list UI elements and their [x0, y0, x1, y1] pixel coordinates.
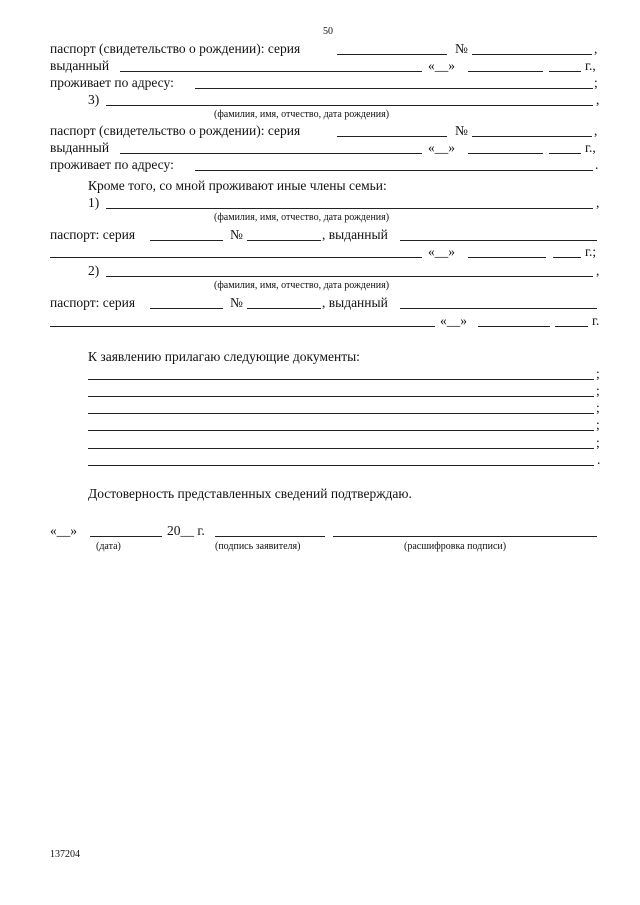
member1-name-field[interactable] [106, 208, 593, 209]
document-line-end: ; [596, 435, 600, 450]
issued-year-field[interactable] [549, 71, 581, 72]
member2-passport-label: паспорт: серия [50, 295, 136, 310]
address2-end: . [595, 157, 599, 172]
name-hint: (фамилия, имя, отчество, дата рождения) [214, 109, 390, 120]
document-line[interactable] [88, 430, 594, 431]
signature-field[interactable] [215, 536, 325, 537]
year2-suffix: г., [585, 140, 596, 155]
signature-date-quote: «__» [50, 523, 77, 538]
member1-year-suffix: г.; [585, 244, 597, 259]
member3-name-field[interactable] [106, 105, 593, 106]
member1-year-field[interactable] [553, 257, 581, 258]
member2-issued-label: , выданный [322, 295, 388, 310]
document-line-end: ; [596, 417, 600, 432]
issued-by-field[interactable] [120, 71, 422, 72]
document-line-end: ; [596, 383, 600, 398]
passport-number-field[interactable] [472, 54, 592, 55]
document-line-end: . [597, 452, 601, 467]
document-line-end: ; [596, 366, 600, 381]
document-line[interactable] [88, 448, 594, 449]
member1-end: , [596, 195, 600, 210]
member2-year-field[interactable] [555, 326, 588, 327]
passport2-number-field[interactable] [472, 136, 592, 137]
member1-month-field[interactable] [468, 257, 546, 258]
passport-label: паспорт (свидетельство о рождении): серия [50, 41, 301, 56]
document-line-end: ; [596, 400, 600, 415]
document-line[interactable] [88, 465, 594, 466]
address-end: ; [594, 75, 598, 90]
year-suffix: г., [585, 58, 596, 73]
member2-issued-field[interactable] [400, 308, 597, 309]
confirmation-text: Достоверность представленных сведений подтверждаю. [88, 486, 412, 501]
issued2-month-field[interactable] [468, 153, 543, 154]
name-end: , [596, 92, 600, 107]
member2-hint: (фамилия, имя, отчество, дата рождения) [214, 280, 390, 291]
number2-sign: № [455, 123, 468, 138]
issued2-by-field[interactable] [120, 153, 422, 154]
member-index-2: 2) [88, 263, 100, 278]
member1-hint: (фамилия, имя, отчество, дата рождения) [214, 212, 390, 223]
date-quote: «__» [428, 58, 455, 73]
member1-date-quote: «__» [428, 244, 455, 259]
member2-series-field[interactable] [150, 308, 223, 309]
date2-quote: «__» [428, 140, 455, 155]
member1-number-field[interactable] [247, 240, 321, 241]
document-code: 137204 [50, 849, 80, 860]
number-sign: № [455, 41, 468, 56]
decode-hint: (расшифровка подписи) [404, 541, 507, 552]
address2-field[interactable] [195, 170, 593, 171]
signature-year-prefix: 20__ г. [167, 523, 205, 538]
address-field[interactable] [195, 88, 593, 89]
passport2-label: паспорт (свидетельство о рождении): серия [50, 123, 301, 138]
document-line[interactable] [88, 413, 594, 414]
page-number: 50 [323, 26, 333, 37]
signature-hint: (подпись заявителя) [215, 541, 301, 552]
member1-passport-label: паспорт: серия [50, 227, 136, 242]
member2-issued-field-cont[interactable] [50, 326, 435, 327]
member2-year-suffix: г. [592, 313, 600, 328]
comma2: , [594, 123, 598, 138]
passport2-series-field[interactable] [337, 136, 447, 137]
member2-number-field[interactable] [247, 308, 321, 309]
date-hint: (дата) [96, 541, 121, 552]
member1-series-field[interactable] [150, 240, 223, 241]
member2-name-field[interactable] [106, 276, 593, 277]
member2-number-sign: № [230, 295, 243, 310]
member-index-1: 1) [88, 195, 100, 210]
issued2-label: выданный [50, 140, 110, 155]
document-line[interactable] [88, 396, 594, 397]
other-members-intro: Кроме того, со мной проживают иные члены семьи: [88, 178, 387, 193]
member2-end: , [596, 263, 600, 278]
issued2-year-field[interactable] [549, 153, 581, 154]
passport-series-field[interactable] [337, 54, 447, 55]
address-label: проживает по адресу: [50, 75, 174, 90]
member2-month-field[interactable] [478, 326, 550, 327]
issued-label: выданный [50, 58, 110, 73]
member1-issued-field[interactable] [400, 240, 597, 241]
address2-label: проживает по адресу: [50, 157, 174, 172]
comma: , [594, 41, 598, 56]
documents-heading: К заявлению прилагаю следующие документы: [88, 349, 360, 364]
member-index-3: 3) [88, 92, 100, 107]
signature-decode-field[interactable] [333, 536, 597, 537]
document-line[interactable] [88, 379, 594, 380]
member2-date-quote: «__» [440, 313, 467, 328]
signature-month-field[interactable] [90, 536, 162, 537]
member1-number-sign: № [230, 227, 243, 242]
member1-issued-field-cont[interactable] [50, 257, 422, 258]
issued-month-field[interactable] [468, 71, 543, 72]
member1-issued-label: , выданный [322, 227, 388, 242]
